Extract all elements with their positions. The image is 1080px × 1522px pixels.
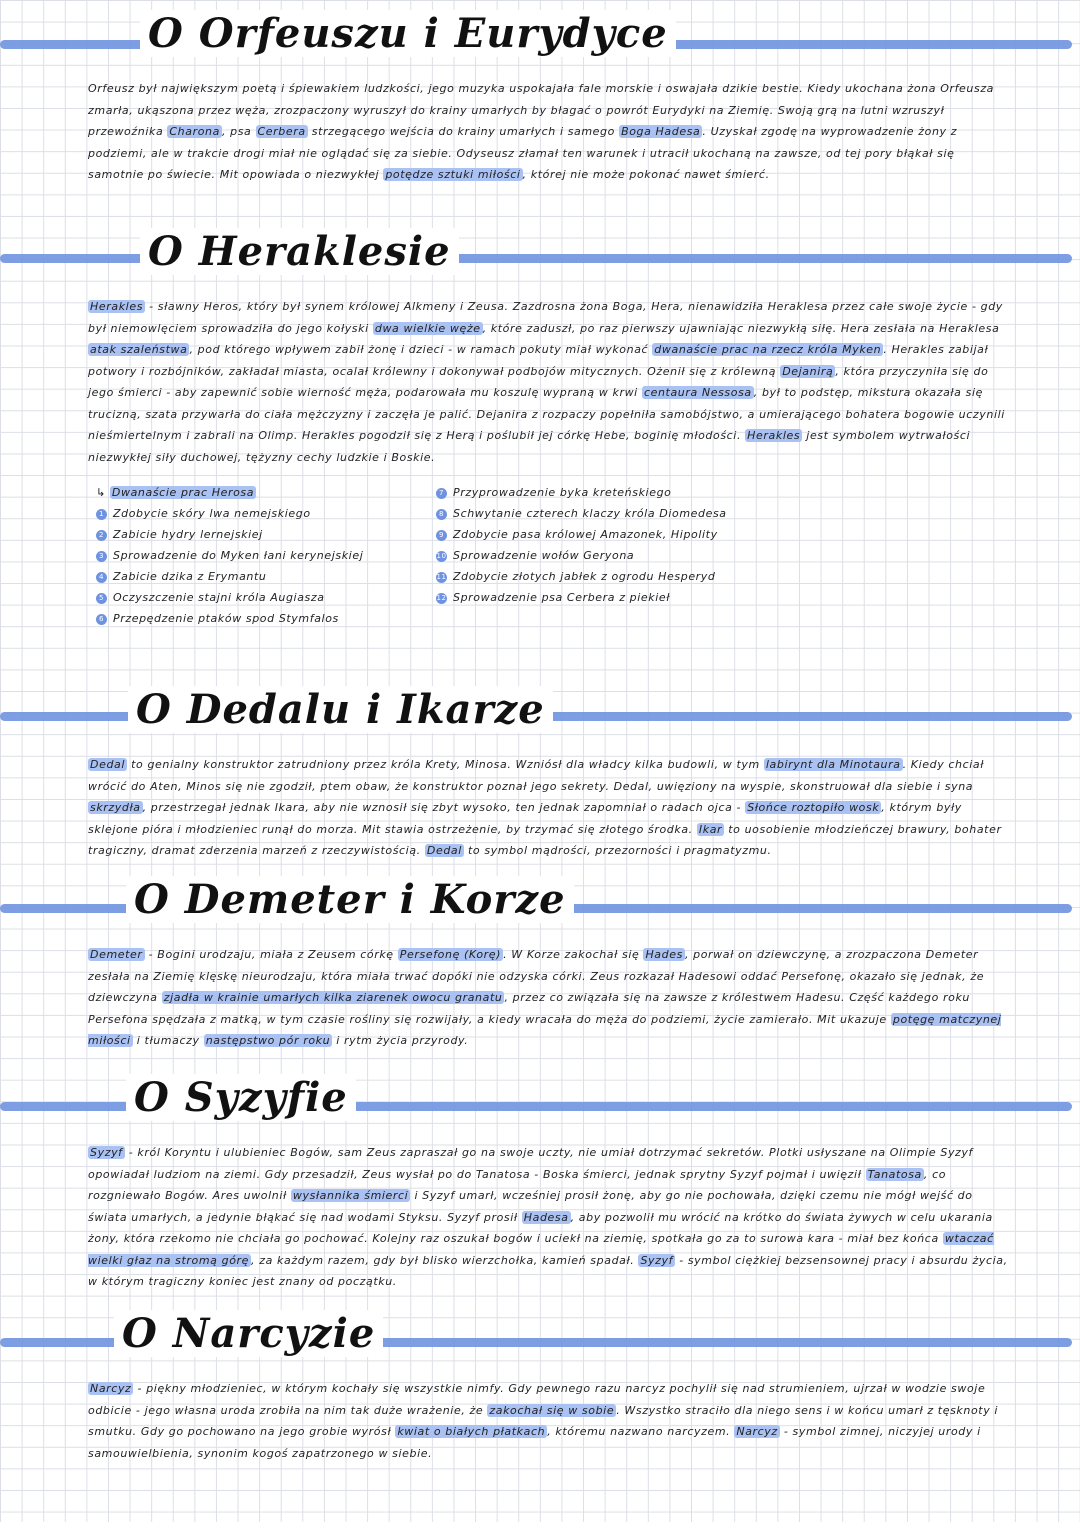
highlight: Dedal	[426, 844, 462, 857]
highlight: atak szaleństwa	[90, 343, 188, 356]
text-run: - Bogini urodzaju, miała z Zeusem córkę	[144, 948, 398, 961]
section-title: O Heraklesie	[140, 228, 459, 275]
section-title: O Narcyzie	[114, 1310, 383, 1357]
highlight: Dejanirą	[782, 364, 834, 378]
text-run: , psa	[221, 125, 256, 138]
section-title: O Orfeuszu i Eurydyce	[140, 10, 676, 57]
bullet-number: 9	[436, 530, 447, 541]
highlight: Demeter	[90, 948, 143, 961]
list-item	[436, 503, 727, 524]
list-item	[96, 503, 363, 524]
list-item	[96, 587, 363, 608]
text-run: , które zaduszł, po raz pierwszy ujawniając niezwykłą siłę. Hera zesłała na Heraklesa	[482, 321, 1000, 335]
twelve-labours-list	[96, 482, 1008, 632]
highlight: Herakles	[747, 429, 801, 442]
heading-rule-left	[0, 254, 150, 263]
list-item	[436, 482, 727, 503]
list-item	[96, 566, 363, 587]
heading-row	[0, 228, 1080, 288]
highlight: centaura Nessosa	[643, 386, 752, 399]
heading-row	[0, 10, 1080, 70]
list-item	[436, 566, 727, 587]
highlight: Cerbera	[257, 125, 306, 138]
text-run: jest symbolem wytrwałości niezwykłej siły duchowej, tężyzny cechy ludzkie i Boskie.	[88, 429, 971, 464]
section-narcyz	[0, 1310, 1080, 1464]
heading-row	[0, 1310, 1080, 1370]
highlight: Tanatosa	[867, 1167, 922, 1181]
highlight: wysłannika śmierci	[292, 1189, 409, 1202]
bullet-number: 5	[96, 593, 107, 604]
highlight: Narcyz	[90, 1382, 132, 1395]
text-run: , aby pozwolił mu wrócić na krótko do świata żywych w celu ukarania żony, która rzekomo nie chciała go pochować. Kolejny raz oszukał bogów i uciekł na ziemię, spotkała go za to surowa kara - miał bez końca	[88, 1210, 993, 1245]
text-run: . Kiedy chciał wrócić do Aten, Minos się nie zgodził, ptem obaw, że konstruktor poznał jego sekrety. Dedal, uwięziony na wyspie, skonstruował dla siebie i syna	[88, 758, 985, 793]
section-herakles	[0, 228, 1080, 632]
text-run: to genialny konstruktor zatrudniony przez króla Krety, Minosa. Wzniósł dla władcy kilka budowli, w tym	[127, 758, 764, 771]
list-title	[96, 482, 363, 503]
text-run: to symbol mądrości, przezorności i pragmatyzmu.	[463, 844, 772, 857]
highlight: zakochał się w sobie	[489, 1403, 615, 1417]
bullet-number: 10	[436, 552, 447, 560]
section-paragraph	[88, 1378, 1008, 1464]
section-paragraph	[88, 944, 1008, 1052]
section-syzyf	[0, 1074, 1080, 1293]
highlight: następstwo pór roku	[205, 1034, 331, 1047]
highlight: dwa wielkie węże	[374, 321, 481, 335]
bullet-number: 3	[96, 551, 107, 562]
list-column-right	[436, 482, 727, 608]
highlight: dwanaście prac na rzecz króla Myken	[654, 343, 882, 356]
highlight: Ikar	[698, 822, 723, 836]
list-item-text: Zdobycie złotych jabłek z ogrodu Hesperyd	[453, 570, 716, 583]
list-item-text: Oczyszczenie stajni króla Augiasza	[113, 591, 325, 604]
text-run: , któremu nazwano narcyzem.	[547, 1425, 735, 1438]
highlight: labirynt dla Minotaura	[765, 758, 901, 771]
section-title: O Dedalu i Ikarze	[128, 686, 553, 733]
text-run: , którym były sklejone pióra i młodzieniec runął do morza. Mit stawia ostrzeżenie, by trzymać się złotego środka.	[88, 801, 962, 836]
list-item	[96, 545, 363, 566]
heading-rule-right	[472, 712, 1072, 721]
text-run: , przez co związała się na zawsze z królestwem Hadesu. Część każdego roku Persefona spędzała z matką, w tym czasie rośliny się rozwijały, a kiedy wracała do męża do podziemi, życie zamierało. Mit ukazuje	[88, 991, 970, 1026]
highlight: potędze sztuki miłości	[385, 168, 521, 181]
section-dedal	[0, 686, 1080, 862]
highlight: Boga Hadesa	[621, 125, 701, 138]
text-run: , przestrzegał jednak Ikara, aby nie wznosił się zbyt wysoko, ten jednak zapomniał o radach ojca -	[142, 801, 746, 814]
bullet-number: 2	[96, 530, 107, 541]
heading-rule-right	[292, 1102, 1072, 1111]
highlight: Hadesa	[523, 1210, 569, 1224]
section-demeter	[0, 876, 1080, 1052]
text-run: to uosobienie młodzieńczej brawury, bohater tragiczny, dramat zderzenia marzeń z rzeczywistością.	[88, 822, 1002, 857]
highlight: Dwanaście prac Herosa	[111, 486, 255, 499]
highlight: Charona	[169, 125, 220, 138]
highlight: Narcyz	[736, 1425, 778, 1438]
heading-rule-left	[0, 1338, 128, 1347]
text-run: . Uzyskał zgodę na wyprowadzenie żony z podziemi, ale w trakcie drogi miał nie oglądać się za siebie. Odyseusz złamał ten warunek i utracił ukochaną na zawsze, od tej pory błąkał się samotnie po świecie. Mit opowiada o niezwykłej	[88, 125, 958, 181]
list-item-text: Sprowadzenie do Myken łani kerynejskiej	[113, 549, 364, 562]
text-run: . Herakles zabijał potwory i rozbójników, zakładał miasta, ocalał królewny i dokonywał podbojów mitycznych. Ożenił się z królewną	[88, 343, 989, 378]
text-run: , której nie może pokonać nawet śmierć.	[522, 168, 770, 181]
list-item	[436, 524, 727, 545]
heading-row	[0, 686, 1080, 746]
list-item	[96, 524, 363, 545]
list-item	[436, 545, 727, 566]
highlight: Syzyf	[90, 1146, 123, 1159]
text-run: i Syzyf umarł, wcześniej prosił żonę, aby go nie pochowała, dzięki czemu nie mógł wejść do świata umarłych, a jedynie błąkać się nad wodami Styksu. Syzyf prosił	[88, 1189, 973, 1224]
highlight: wtaczać wielki głaz na stromą górę	[88, 1232, 994, 1267]
text-run: , był to podstęp, mikstura okazała się trucizną, szata przywarła do ciała mężczyzny i zaczęła je palić. Dejanira z rozpaczy popełniła samobójstwo, a umierającego bohatera bogowie uczynili nieśmiertelnym i zabrali na Olimp. Herakles pogodził się z Herą i poślubił jej córkę Hebe, boginię młodości.	[88, 386, 1005, 442]
text-run: - symbol ciężkiej bezsensownej pracy i absurdu życia, w którym tragiczny koniec jest znany od początku.	[88, 1253, 1008, 1288]
bullet-number: 4	[96, 572, 107, 583]
list-item-text: Przepędzenie ptaków spod Stymfalos	[113, 612, 339, 625]
heading-rule-left	[0, 712, 140, 721]
heading-rule-left	[0, 40, 150, 49]
text-run: , co rozgniewało Bogów. Ares uwolnił	[88, 1167, 947, 1202]
section-paragraph	[88, 754, 1008, 862]
list-item-text: Zabicie hydry lernejskiej	[113, 528, 263, 541]
text-run: . Wszystko straciło dla niego sens i w końcu umarł z tęsknoty i smutku. Gdy go pochowano na jego grobie wyrósł	[88, 1403, 999, 1438]
bullet-number: 11	[436, 573, 447, 581]
list-item-text: Zabicie dzika z Erymantu	[113, 570, 267, 583]
highlight: Syzyf	[640, 1253, 674, 1267]
text-run: i rytm życia przyrody.	[332, 1034, 469, 1047]
highlight: Dedal	[90, 758, 126, 771]
text-run: , która przyczyniła się do jego śmierci - aby zapewnić sobie wierność męża, podarowała mu koszulę wypraną w krwi	[88, 364, 989, 399]
list-item-text: Schwytanie czterech klaczy króla Diomedesa	[453, 507, 727, 520]
list-item-text: Przyprowadzenie byka kreteńskiego	[453, 486, 672, 499]
bullet-number: 8	[436, 509, 447, 520]
highlight: Słońce roztopiło wosk	[747, 801, 880, 814]
text-run: - król Koryntu i ulubieniec Bogów, sam Zeus zapraszał go na swoje uczty, nie umiał dotrzymać sekretów. Plotki usłyszane na Olimpie Syzyf opowiadał ludziom na ziemi. Gdy przesadził, Zeus wysłał po do Tanatosa - Boska śmierci, jednak sprytny Syzyf pojmał i uwięził	[88, 1146, 974, 1181]
heading-row	[0, 1074, 1080, 1134]
list-item-text: Sprowadzenie psa Cerbera z piekieł	[453, 591, 671, 604]
list-item	[436, 587, 727, 608]
list-item-text: Sprowadzenie wołów Geryona	[453, 549, 635, 562]
list-column-left	[96, 482, 363, 629]
text-run: i tłumaczy	[132, 1034, 204, 1047]
section-title: O Demeter i Korze	[126, 876, 574, 923]
section-title: O Syzyfie	[126, 1074, 356, 1121]
text-run: Orfeusz był największym poetą i śpiewakiem ludzkości, jego muzyka uspokajała fale morskie i oswajała dzikie bestie. Kiedy ukochana żona Orfeusza zmarła, ukąszona przez węża, zrozpaczony wyruszył do krainy umarłych by błagać o powrót Eurydyki na Ziemię. Swoją grą na lutni wzruszył przewoźnika	[88, 82, 995, 138]
highlight: skrzydła	[90, 801, 141, 814]
bullet-number: 12	[436, 594, 447, 602]
list-arrow: ↳	[96, 486, 110, 499]
highlight: Hades	[645, 948, 683, 961]
highlight: zjadła w krainie umarłych kilka ziarenek owocu granatu	[163, 991, 503, 1004]
text-run: - piękny młodzieniec, w którym kochały się wszystkie nimfy. Gdy pewnego razu narcyz pochylił się nad strumieniem, ujrzał w wodzie swoje odbicie - jego własna uroda zrobiła na nim tak duże wrażenie, że	[88, 1382, 986, 1417]
bullet-number: 6	[96, 614, 107, 625]
text-run: . W Korze zakochał się	[503, 948, 644, 961]
highlight: Herakles	[90, 300, 144, 313]
text-run: - symbol zimnej, niczyjej urody i samouwielbienia, synonim kogoś zapatrzonego w siebie.	[88, 1425, 981, 1460]
section-paragraph	[88, 296, 1008, 468]
highlight: kwiat o białych płatkach	[397, 1425, 546, 1438]
heading-rule-right	[382, 254, 1072, 263]
list-item-text: Zdobycie pasa królowej Amazonek, Hipolity	[453, 528, 718, 541]
highlight: potęgę matczynej miłości	[88, 1012, 1002, 1047]
text-run: - sławny Heros, który był synem królowej Alkmeny i Zeusa. Zazdrosna żona Boga, Hera, nienawidziła Heraklesa przez całe swoje życie - gdy był niemowlęciem sprowadziła do jego kołyski	[88, 300, 1003, 335]
heading-rule-right	[302, 1338, 1072, 1347]
bullet-number: 1	[96, 509, 107, 520]
list-item	[96, 608, 363, 629]
bullet-number: 7	[436, 488, 447, 499]
text-run: , pod którego wpływem zabił żonę i dzieci - w ramach pokuty miał wykonać	[189, 343, 653, 356]
section-orfeusz	[0, 10, 1080, 186]
section-paragraph	[88, 1142, 1008, 1293]
heading-rule-left	[0, 904, 140, 913]
section-paragraph	[88, 78, 1008, 186]
highlight: Persefonę (Korę)	[399, 948, 502, 961]
text-run: , za każdym razem, gdy był blisko wierzchołka, kamień spadał.	[251, 1253, 639, 1267]
text-run: strzegącego wejścia do krainy umarłych i samego	[307, 125, 620, 138]
text-run: , porwał on dziewczynę, a zrozpaczona Demeter zesłała na Ziemię klęskę nieurodzaju, która miała trwać dopóki nie odzyska córki. Zeus rozkazał Hadesowi oddać Persefonę, okazało się jednak, że dziewczyna	[88, 948, 985, 1004]
list-item-text: Zdobycie skóry lwa nemejskiego	[113, 507, 311, 520]
heading-row	[0, 876, 1080, 936]
heading-rule-left	[0, 1102, 140, 1111]
